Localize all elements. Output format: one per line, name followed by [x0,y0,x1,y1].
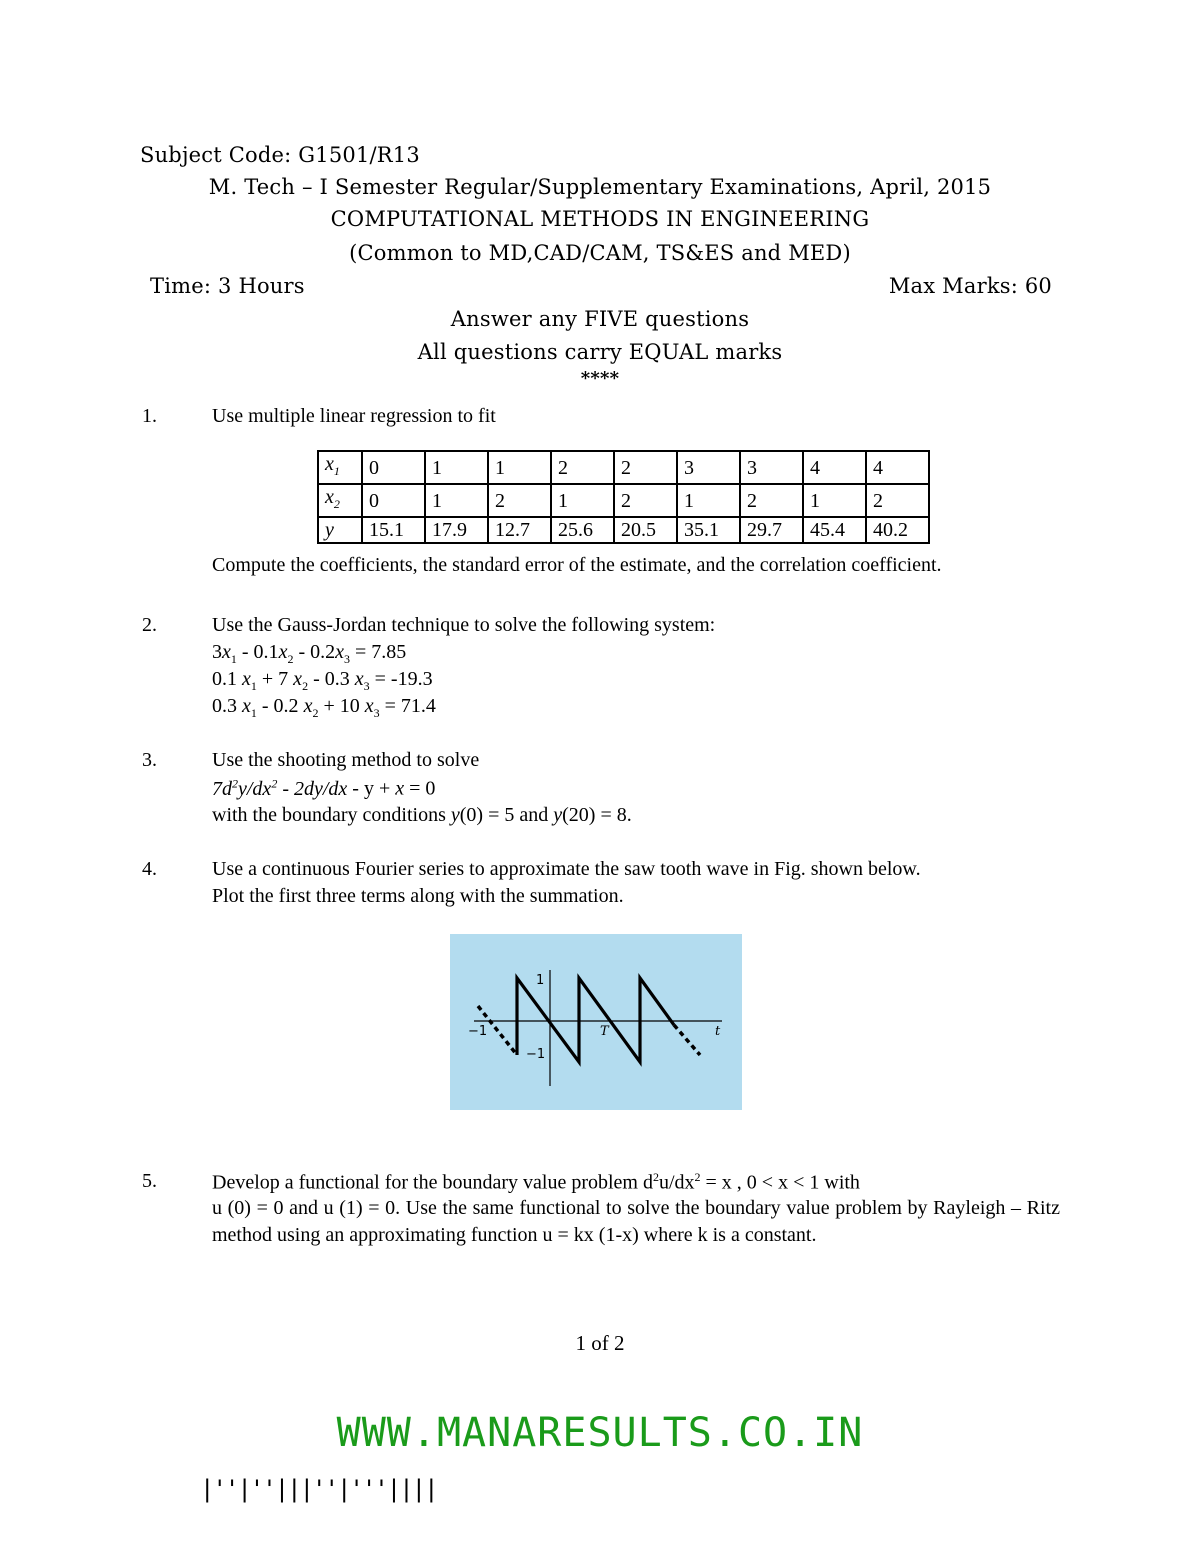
barcode-code: |''|''|||''|'''|||| [200,1475,437,1503]
row-label-x1: $x_1$ [318,451,362,484]
table-cell: 1 [551,484,614,517]
tick-label-x-left: −1 [468,1024,488,1039]
instruction-marks: All questions carry EQUAL marks [417,340,783,364]
table-row-y [318,517,929,543]
exam-title: M. Tech – I Semester Regular/Supplementary Examinations, April, 2015 [208,175,992,199]
table-cell: 35.1 [677,517,740,543]
table-cell: 2 [614,451,677,484]
question-3-text: Use the shooting method to solve [212,749,480,771]
subject-code: Subject Code: G1501/R13 [140,143,420,167]
question-3-number: 3. [142,749,157,771]
table-cell: 2 [740,484,803,517]
sawtooth-svg [450,934,742,1110]
label-time-t: t [715,1024,721,1039]
table-cell: 3 [677,451,740,484]
sawtooth-dashed-right [674,1025,700,1055]
row-label-x2: $x_2$ [318,484,362,517]
table-cell: 2 [488,484,551,517]
table-cell: 25.6 [551,517,614,543]
table-row-x1 [318,451,929,484]
question-1-number: 1. [142,405,157,427]
question-5-number: 5. [142,1170,157,1192]
course-title: COMPUTATIONAL METHODS IN ENGINEERING [330,207,870,231]
differential-equation: $7d^2y/dx^2 - 2dy/dx - y + x = 0$ [212,776,436,800]
equation-3: 0.3 $x_1 - 0.2$ $x_2 + 10$ $x_3 = 71.4$ [212,695,436,720]
table-cell: 4 [803,451,866,484]
equation-2: 0.1 $x_1 + 7$ $x_2 - 0.3$ $x_3 = -19.3$ [212,668,433,693]
table-cell: 4 [866,451,929,484]
question-4-number: 4. [142,858,157,880]
table-row-x2 [318,484,929,517]
table-cell: 0 [362,484,425,517]
table-cell: 1 [803,484,866,517]
tick-label-y-top: 1 [536,973,545,988]
table-cell: 20.5 [614,517,677,543]
question-1-text: Use multiple linear regression to fit [212,405,496,427]
table-cell: 2 [866,484,929,517]
time-label: Time: 3 Hours [150,274,305,298]
tick-label-y-bottom: −1 [526,1047,546,1062]
question-4-text-line2: Plot the first three terms along with the summation. [212,885,624,907]
table-cell: 1 [677,484,740,517]
table-cell: 12.7 [488,517,551,543]
table-cell: 3 [740,451,803,484]
table-cell: 2 [551,451,614,484]
max-marks-label: Max Marks: 60 [888,274,1052,298]
boundary-conditions: with the boundary conditions y(0) = 5 and y(20) = 8. [212,804,632,826]
table-cell: 45.4 [803,517,866,543]
question-5-body: u (0) = 0 and u (1) = 0. Use the same functional to solve the boundary value problem by Rayleigh – Ritz method using an approximating function u = kx (1-x) where k is a constant. [212,1197,1060,1246]
page-number: 1 of 2 [575,1331,625,1355]
sawtooth-figure [450,934,742,1110]
table-cell: 1 [425,451,488,484]
table-cell: 2 [614,484,677,517]
table-cell: 15.1 [362,517,425,543]
table-cell: 0 [362,451,425,484]
question-4-text-line1: Use a continuous Fourier series to approximate the saw tooth wave in Fig. shown below. [212,858,921,880]
equation-1: $3x_1 - 0.1x_2 - 0.2x_3 = 7.85$ [212,641,407,666]
table-cell: 1 [425,484,488,517]
row-label-y: y [318,517,362,543]
instruction-answer: Answer any FIVE questions [450,307,750,331]
common-note: (Common to MD,CAD/CAM, TS&ES and MED) [349,241,851,265]
website-watermark: WWW.MANARESULTS.CO.IN [336,1410,864,1456]
question-1-followup: Compute the coefficients, the standard error of the estimate, and the correlation coefficient. [212,554,942,576]
question-2-number: 2. [142,614,157,636]
question-2-text: Use the Gauss-Jordan technique to solve the following system: [212,614,716,636]
question-5-line1: Develop a functional for the boundary value problem $d^2u/dx^2 = x$ , 0 < x < 1 with [212,1170,860,1194]
table-cell: 1 [488,451,551,484]
table-cell: 40.2 [866,517,929,543]
regression-data-table [317,450,930,544]
label-period-T: T [600,1024,609,1039]
table-cell: 17.9 [425,517,488,543]
separator-stars: **** [580,368,620,389]
table-cell: 29.7 [740,517,803,543]
